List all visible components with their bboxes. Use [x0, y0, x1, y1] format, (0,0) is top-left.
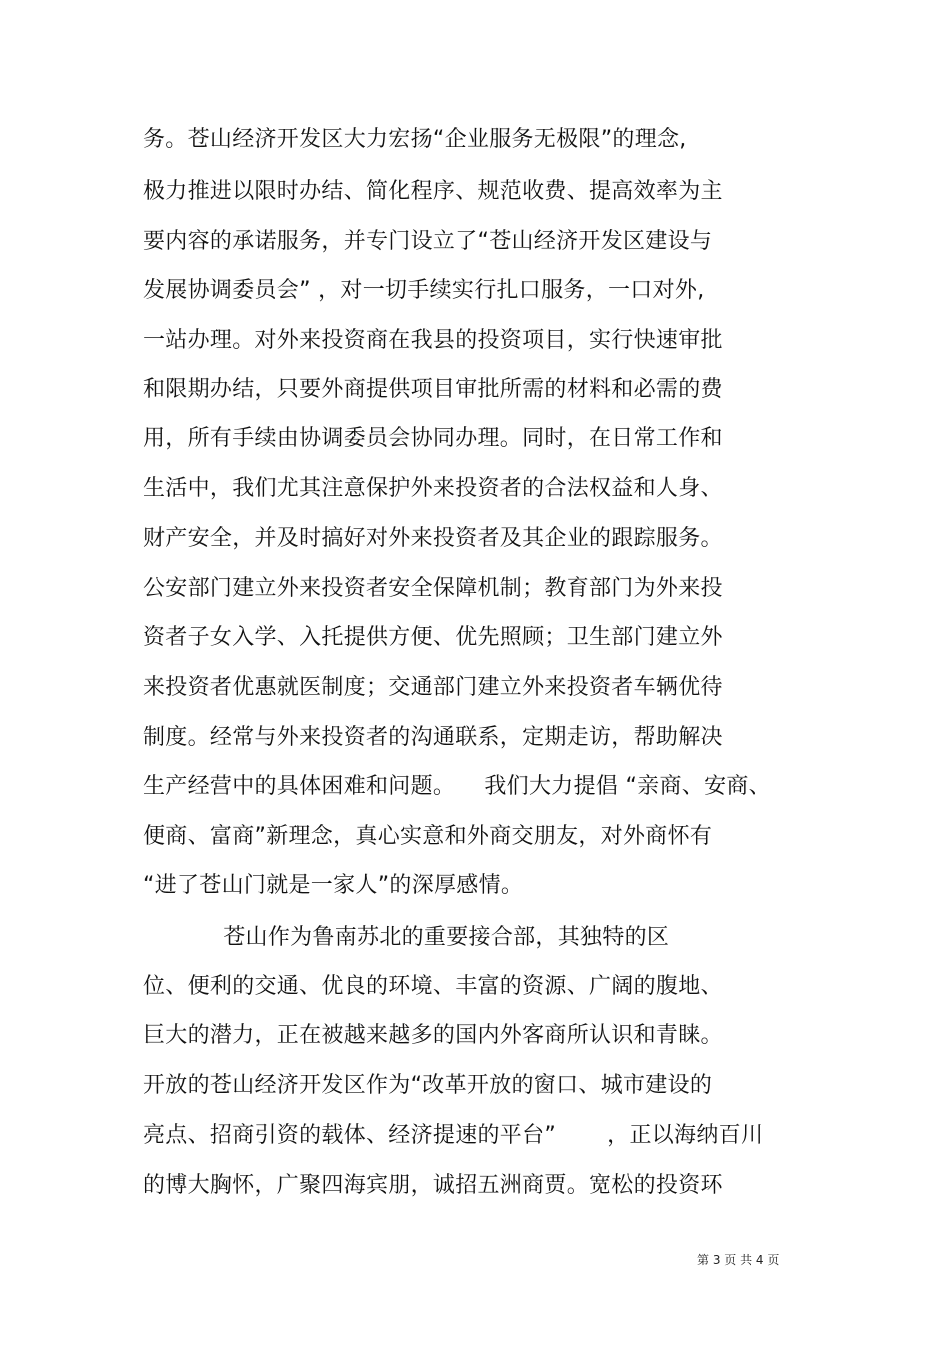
text-line: 生产经营中的具体困难和问题。 我们大力提倡 “亲商、安商、 — [143, 774, 771, 799]
text-line: 极力推进以限时办结、简化程序、规范收费、提高效率为主 — [143, 179, 723, 204]
page-number: 第 3 页 共 4 页 — [697, 1253, 780, 1267]
text-line: 要内容的承诺服务，并专门设立了“苍山经济开发区建设与 — [143, 229, 713, 254]
text-line: 公安部门建立外来投资者安全保障机制；教育部门为外来投 — [143, 576, 723, 601]
text-line: 资者子女入学、入托提供方便、优先照顾；卫生部门建立外 — [143, 625, 723, 650]
text-line: 亮点、招商引资的载体、经济提速的平台” ，正以海纳百川 — [143, 1123, 764, 1148]
text-line: 开放的苍山经济开发区作为“改革开放的窗口、城市建设的 — [143, 1073, 713, 1098]
text-line: “进了苍山门就是一家人”的深厚感情。 — [143, 873, 524, 898]
text-line: 苍山作为鲁南苏北的重要接合部，其独特的区 — [143, 925, 670, 950]
text-line: 制度。经常与外来投资者的沟通联系，定期走访，帮助解决 — [143, 725, 723, 750]
text-line: 便商、富商”新理念，真心实意和外商交朋友，对外商怀有 — [143, 824, 713, 849]
text-line: 发展协调委员会” ，对一切手续实行扎口服务，一口对外, — [143, 278, 705, 303]
text-line: 位、便利的交通、优良的环境、丰富的资源、广阔的腹地、 — [143, 974, 723, 999]
text-line: 和限期办结，只要外商提供项目审批所需的材料和必需的费 — [143, 377, 723, 402]
text-line: 来投资者优惠就医制度；交通部门建立外来投资者车辆优待 — [143, 675, 723, 700]
text-line: 务。苍山经济开发区大力宏扬“企业服务无极限”的理念, — [143, 127, 687, 152]
text-line: 巨大的潜力，正在被越来越多的国内外客商所认识和青睐。 — [143, 1023, 723, 1048]
text-line: 财产安全，并及时搞好对外来投资者及其企业的跟踪服务。 — [143, 526, 723, 551]
text-line: 一站办理。对外来投资商在我县的投资项目，实行快速审批 — [143, 328, 723, 353]
text-line: 用，所有手续由协调委员会协同办理。同时，在日常工作和 — [143, 426, 723, 451]
text-line: 生活中，我们尤其注意保护外来投资者的合法权益和人身、 — [143, 476, 723, 501]
text-line: 的博大胸怀，广聚四海宾朋，诚招五洲商贾。宽松的投资环 — [143, 1173, 723, 1198]
